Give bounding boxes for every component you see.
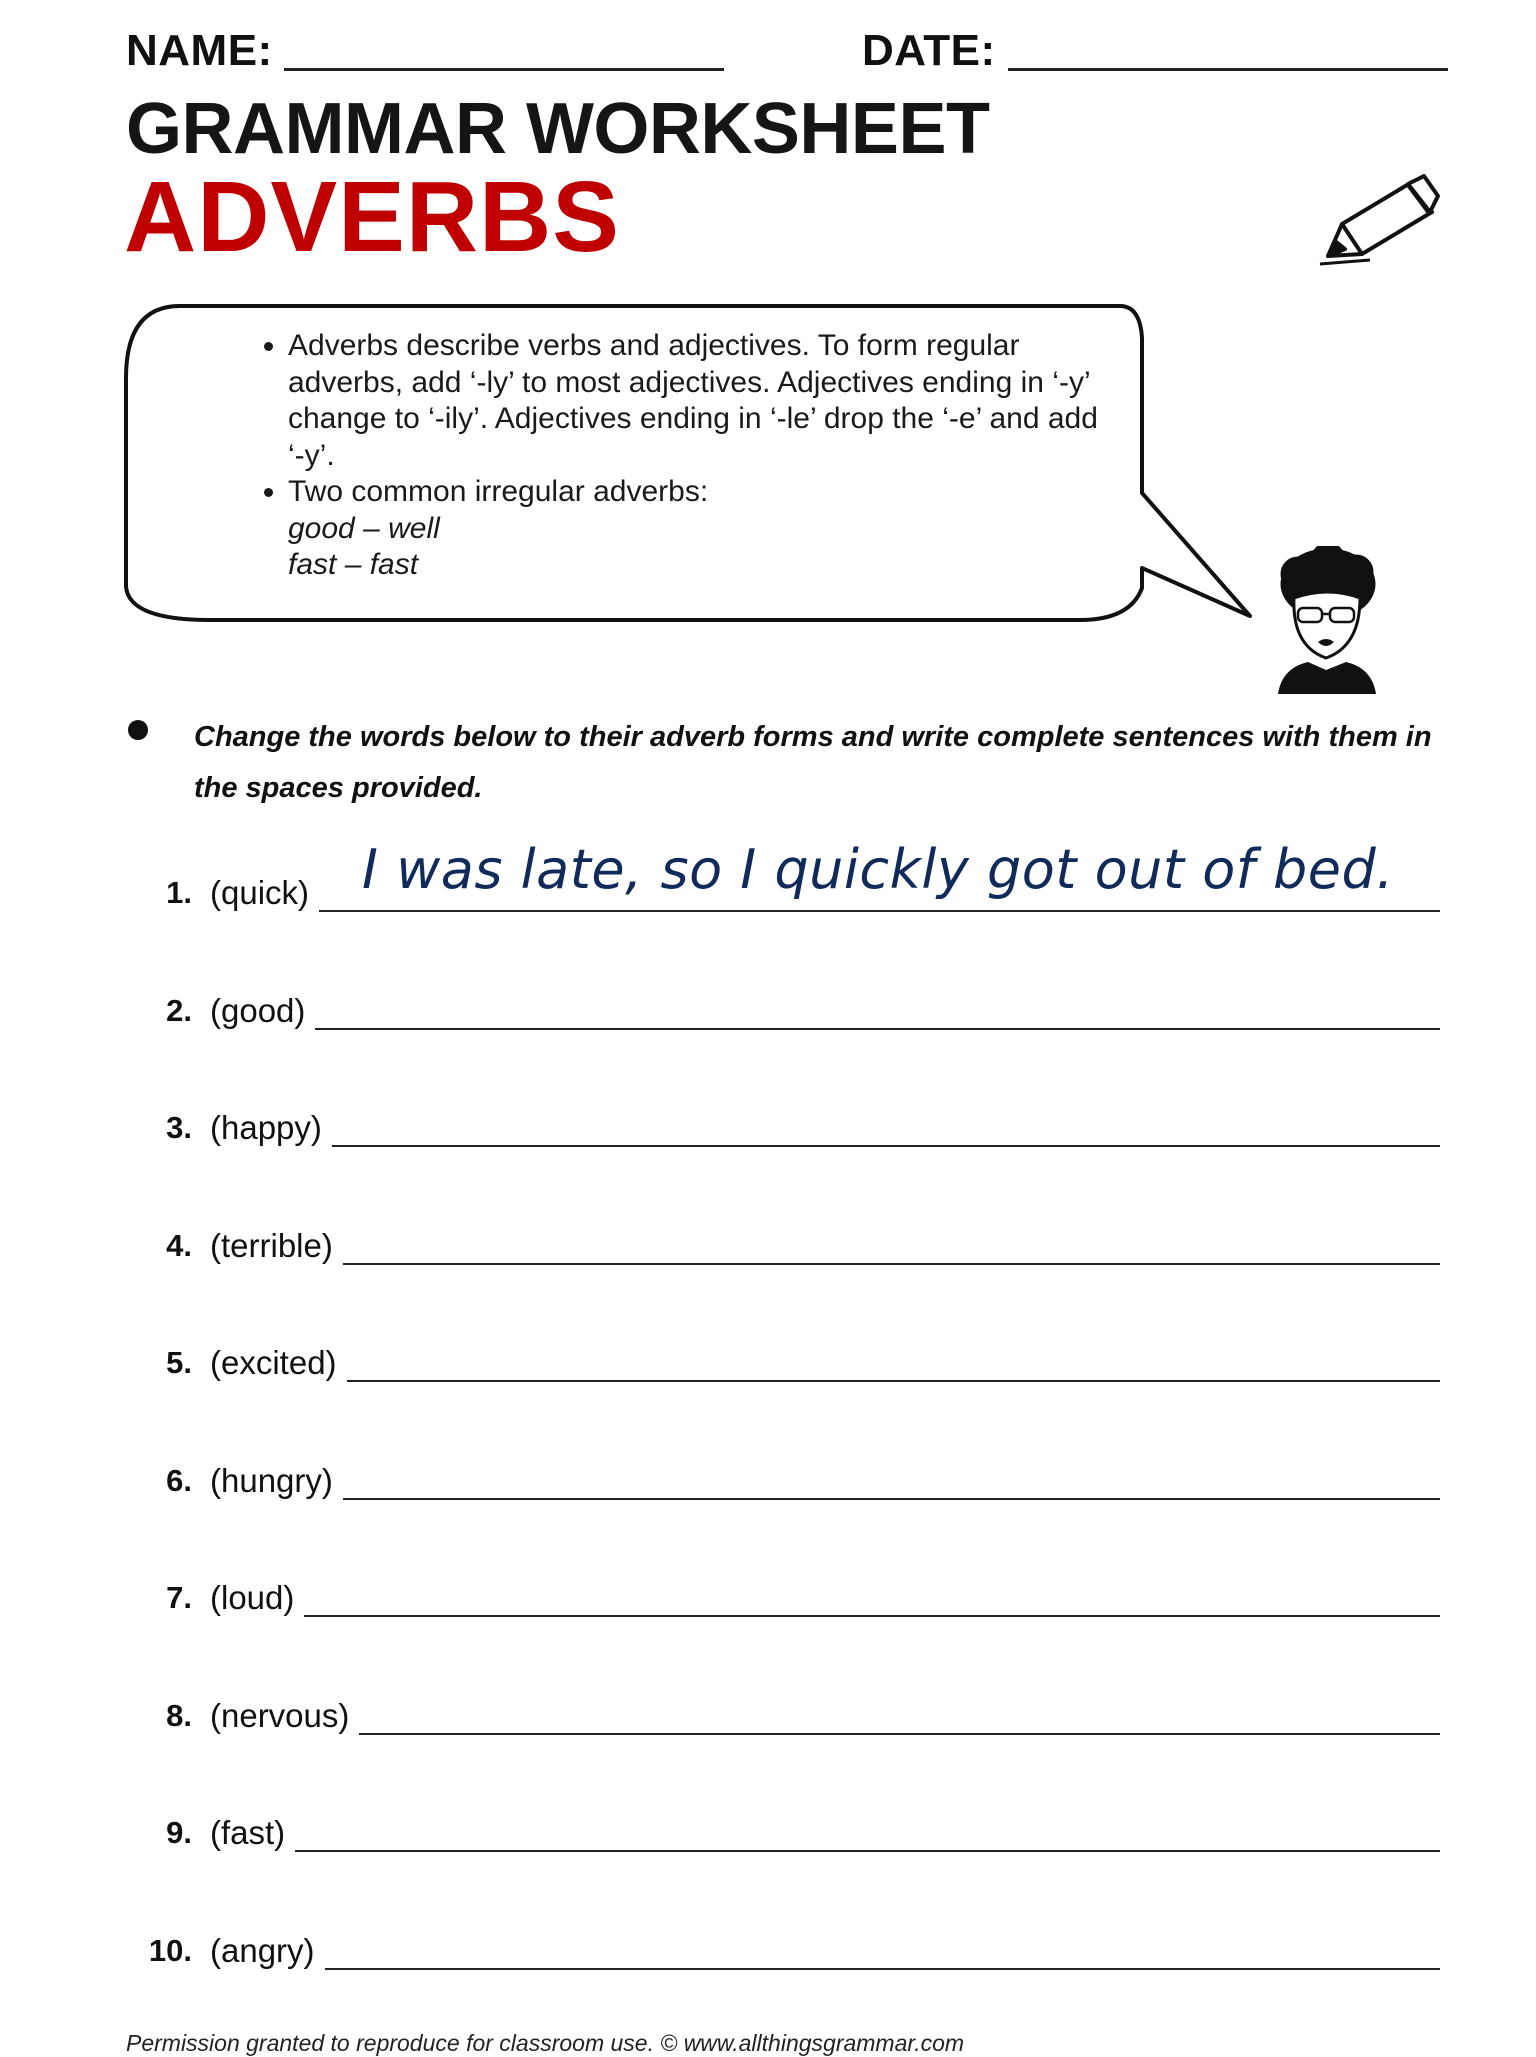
exercise-word: (terrible) (210, 1226, 333, 1264)
exercise-number: 10. (148, 1932, 192, 1968)
exercise-number: 2. (166, 992, 192, 1028)
irregular-example-2: fast – fast (288, 548, 419, 581)
exercise-word: (fast) (210, 1814, 286, 1851)
handwritten-answer: I was late, so I quickly got out of bed. (362, 838, 1394, 901)
name-field[interactable] (284, 68, 724, 71)
answer-line[interactable] (315, 1028, 1440, 1030)
exercise-word: (nervous) (210, 1696, 350, 1734)
exercise-number: 1. (166, 875, 192, 910)
exercise-row (0, 1792, 1536, 1852)
exercise-word: (excited) (210, 1344, 337, 1381)
exercise-word: (good) (210, 991, 306, 1029)
exercise-row (0, 1322, 1536, 1382)
name-label: NAME: (126, 26, 273, 75)
exercise-number: 6. (166, 1462, 192, 1498)
exercise-row (0, 1087, 1536, 1147)
exercise-word: (angry) (210, 1931, 315, 1969)
answer-line[interactable] (332, 1145, 1440, 1147)
instructions: Change the words below to their adverb forms and write complete sentences with them in the spaces provided. (194, 721, 1432, 804)
bubble-content (230, 328, 1100, 584)
exercise-word: (quick) (210, 874, 310, 911)
exercise-row (0, 970, 1536, 1030)
instructions-bullet (128, 720, 148, 740)
date-field[interactable] (1008, 68, 1448, 71)
exercise-row (0, 1557, 1536, 1617)
teacher-illustration (1268, 546, 1380, 694)
pencil-icon (1310, 172, 1450, 272)
date-label: DATE: (862, 26, 996, 75)
exercise-number: 7. (166, 1580, 192, 1615)
exercise-number: 3. (166, 1110, 192, 1145)
exercise-word: (happy) (210, 1109, 322, 1146)
answer-line[interactable] (319, 910, 1440, 912)
answer-line[interactable] (295, 1850, 1440, 1852)
exercise-row (0, 1205, 1536, 1265)
exercise-number: 5. (166, 1345, 192, 1380)
answer-line[interactable] (343, 1498, 1440, 1500)
page-title: GRAMMAR WORKSHEET (126, 89, 990, 169)
irregular-example-1: good – well (288, 511, 440, 545)
exercise-row (0, 1675, 1536, 1735)
exercise-number: 4. (166, 1227, 192, 1263)
bubble-bullet-2-text: Two common irregular adverbs: (288, 475, 709, 508)
exercise-row (0, 1440, 1536, 1500)
exercise-number: 9. (166, 1815, 192, 1850)
bubble-bullet-1: • Adverbs describe verbs and adjectives. To form regular adverbs, add ‘-ly’ to most adjectives. Adjectives ending in ‘-y’ change to ‘-ily’. Adjectives ending in ‘-le’ drop the ‘-e’ and add ‘-y’. (288, 328, 1100, 474)
footer-permission: Permission granted to reproduce for classroom use. © www.allthingsgrammar.com (126, 2030, 965, 2056)
exercise-word: (hungry) (210, 1461, 333, 1499)
answer-line[interactable] (347, 1380, 1440, 1382)
answer-line[interactable] (325, 1968, 1440, 1970)
answer-line[interactable] (359, 1733, 1440, 1735)
exercise-number: 8. (166, 1697, 192, 1733)
exercise-word: (loud) (210, 1579, 295, 1616)
answer-line[interactable] (343, 1263, 1440, 1265)
bubble-bullet-2 (288, 474, 1100, 584)
exercise-row (0, 1910, 1536, 1970)
page-subtitle: ADVERBS (124, 161, 620, 273)
answer-line[interactable] (304, 1615, 1440, 1617)
